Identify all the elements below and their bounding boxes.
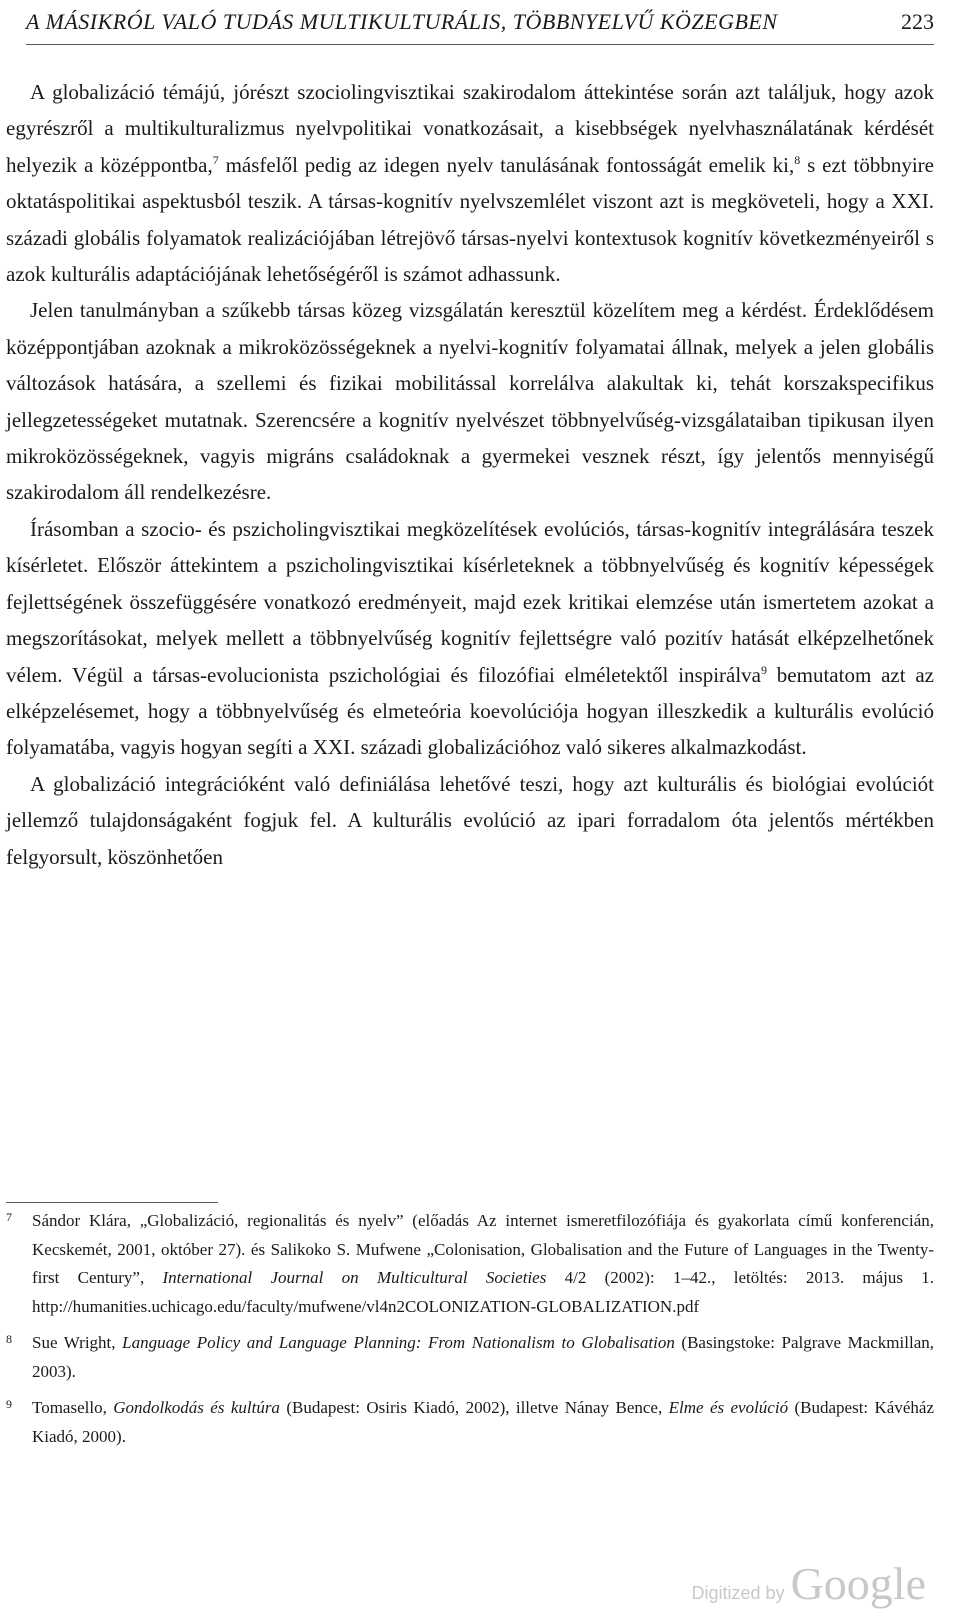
footnote-9-text-c: (Budapest: Kávéház Kiadó, 2000). (32, 1398, 934, 1446)
footnote-7-italic: International Journal on Multicultural Societies (162, 1268, 547, 1287)
footnote-8-text-b: (Basingstoke: Palgrave Mackmillan, 2003). (32, 1333, 934, 1381)
footnote-9-italic-1: Gondolkodás és kultúra (113, 1398, 280, 1417)
paragraph-3-part-b: bemutatom azt az elképzelésemet, hogy a többnyelvűség és elmeteória koevolúciója hogyan illeszkedik a kulturális evolúció folyamatába, vagyis hogyan segíti a XXI. századi globalizációhoz való sikeres alkalmazkodást. (6, 662, 934, 760)
footnote-9-italic-2: Elme és evolúció (668, 1398, 789, 1417)
footnote-ref-8: 8 (794, 152, 801, 167)
footnote-9-text-b: (Budapest: Osiris Kiadó, 2002), illetve Nánay Bence, (279, 1398, 669, 1417)
paragraph-1-part-b: másfelől pedig az idegen nyelv tanulásának fontosságát emelik ki, (218, 152, 795, 177)
running-header (26, 0, 934, 45)
paragraph-4: A globalizáció integrációként való definiálása lehetővé teszi, hogy azt kulturális és biológiai evolúciót jellemző tulajdonságaként fogjuk fel. A kulturális evolúció az ipari forradalom óta jelentős mértékben felgyorsult, köszönhetően (6, 771, 934, 869)
digitized-watermark (692, 1557, 926, 1610)
footnote-8 (6, 1329, 934, 1386)
paragraph-3 (6, 511, 934, 766)
main-text (6, 74, 934, 875)
paragraph-2: Jelen tanulmányban a szűkebb társas közeg vizsgálatán keresztül közelítem meg a kérdést. Érdeklődésem középpontjában azoknak a mikroközösségeknek a nyelvi-kognitív folyamatai állnak, melyek a jelen globális változások hatására, a szellemi és fizikai mobilitással korrelálva alakultak ki, tehát korszakspecifikus jellegzetességeket mutatnak. Szerencsére a kognitív nyelvészet többnyelvűség-vizsgálataiban tipikusan ilyen mikroközösségeknek, vagyis migráns családoknak a gyermekei vesznek részt, így jelentős mennyiségű szakirodalom áll rendelkezésre. (6, 298, 934, 505)
paragraph-1 (6, 74, 934, 292)
footnote-9 (6, 1394, 934, 1451)
footnote-ref-7: 7 (212, 152, 219, 167)
footnote-number: 8 (6, 1332, 12, 1346)
footnote-8-italic: Language Policy and Language Planning: From Nationalism to Globalisation (122, 1333, 675, 1352)
paragraph-1-part-a: A globalizáció témájú, jórészt szociolingvisztikai szakirodalom áttekintése során azt találjuk, hogy azok egyrészről a multikulturalizmus nyelvpolitikai vonatkozásait, a kisebbségek nyelvhasználatának kérdését helyezik a középpontba, (6, 80, 934, 177)
running-title: A MÁSIKRÓL VALÓ TUDÁS MULTIKULTURÁLIS, TÖBBNYELVŰ KÖZEGBEN (26, 9, 778, 34)
footnote-text (32, 1207, 934, 1321)
footnote-text (32, 1394, 934, 1451)
footnote-8-text-a: Sue Wright, (32, 1333, 123, 1352)
paragraph-3-part-a: Írásomban a szocio- és pszicholingvisztikai megközelítések evolúciós, társas-kognitív integrálására teszek kísérletet. Először áttekintem a pszicholingvisztikai kísérleteknek a többnyelvűség és kognitív képességek fejlettségének összefüggésére vonatkozó eredményeit, majd ezek kritikai elemzése után ismertetem azokat a megszorításokat, melyek mellett a többnyelvűség kognitív fejlettségre való pozitív hatását elképzelhetőnek vélem. Végül a társas-evolucionista pszichológiai és filozófiai elméletektől inspirálva (6, 516, 934, 687)
watermark-small-text: Digitized by (691, 1583, 785, 1603)
footnote-7-text-a: Sándor Klára, „Globalizáció, regionalitás és nyelv” (előadás Az internet ismeretfilozófiája és gyakorlata című konferencián, Kecskemét, 2001, október 27). és Salikoko S. Mufwene „Colonisation, Globalisation and the Future of Languages in the Twenty-first Century”, (32, 1211, 934, 1287)
footnote-9-text-a: Tomasello, (32, 1398, 114, 1417)
footnote-number: 9 (6, 1397, 12, 1411)
footnote-number: 7 (6, 1210, 12, 1224)
google-logo: Google (790, 1558, 926, 1609)
footnote-7-text-b[interactable]: 4/2 (2002): 1–42., letöltés: 2013. május 1. http://humanities.uchicago.edu/faculty/mufwene/vl4n2COLONIZATION-GLOBALIZATION.pdf (32, 1268, 934, 1316)
footnotes (6, 1207, 934, 1459)
footnote-ref-9: 9 (761, 662, 767, 677)
footnote-text (32, 1329, 934, 1386)
footnote-divider (6, 1202, 218, 1203)
paragraph-1-part-c: s ezt többnyire oktatáspolitikai aspektusból teszik. A társas-kognitív nyelvszemlélet viszont azt is megköveteli, hogy a XXI. századi globális folyamatok realizációjában létrejövő társas-nyelvi kontextusok kognitív következményeiről s azok kulturális adaptációjának lehetőségéről is számot adhassunk. (6, 152, 934, 287)
page-number: 223 (901, 9, 934, 34)
footnote-7 (6, 1207, 934, 1321)
